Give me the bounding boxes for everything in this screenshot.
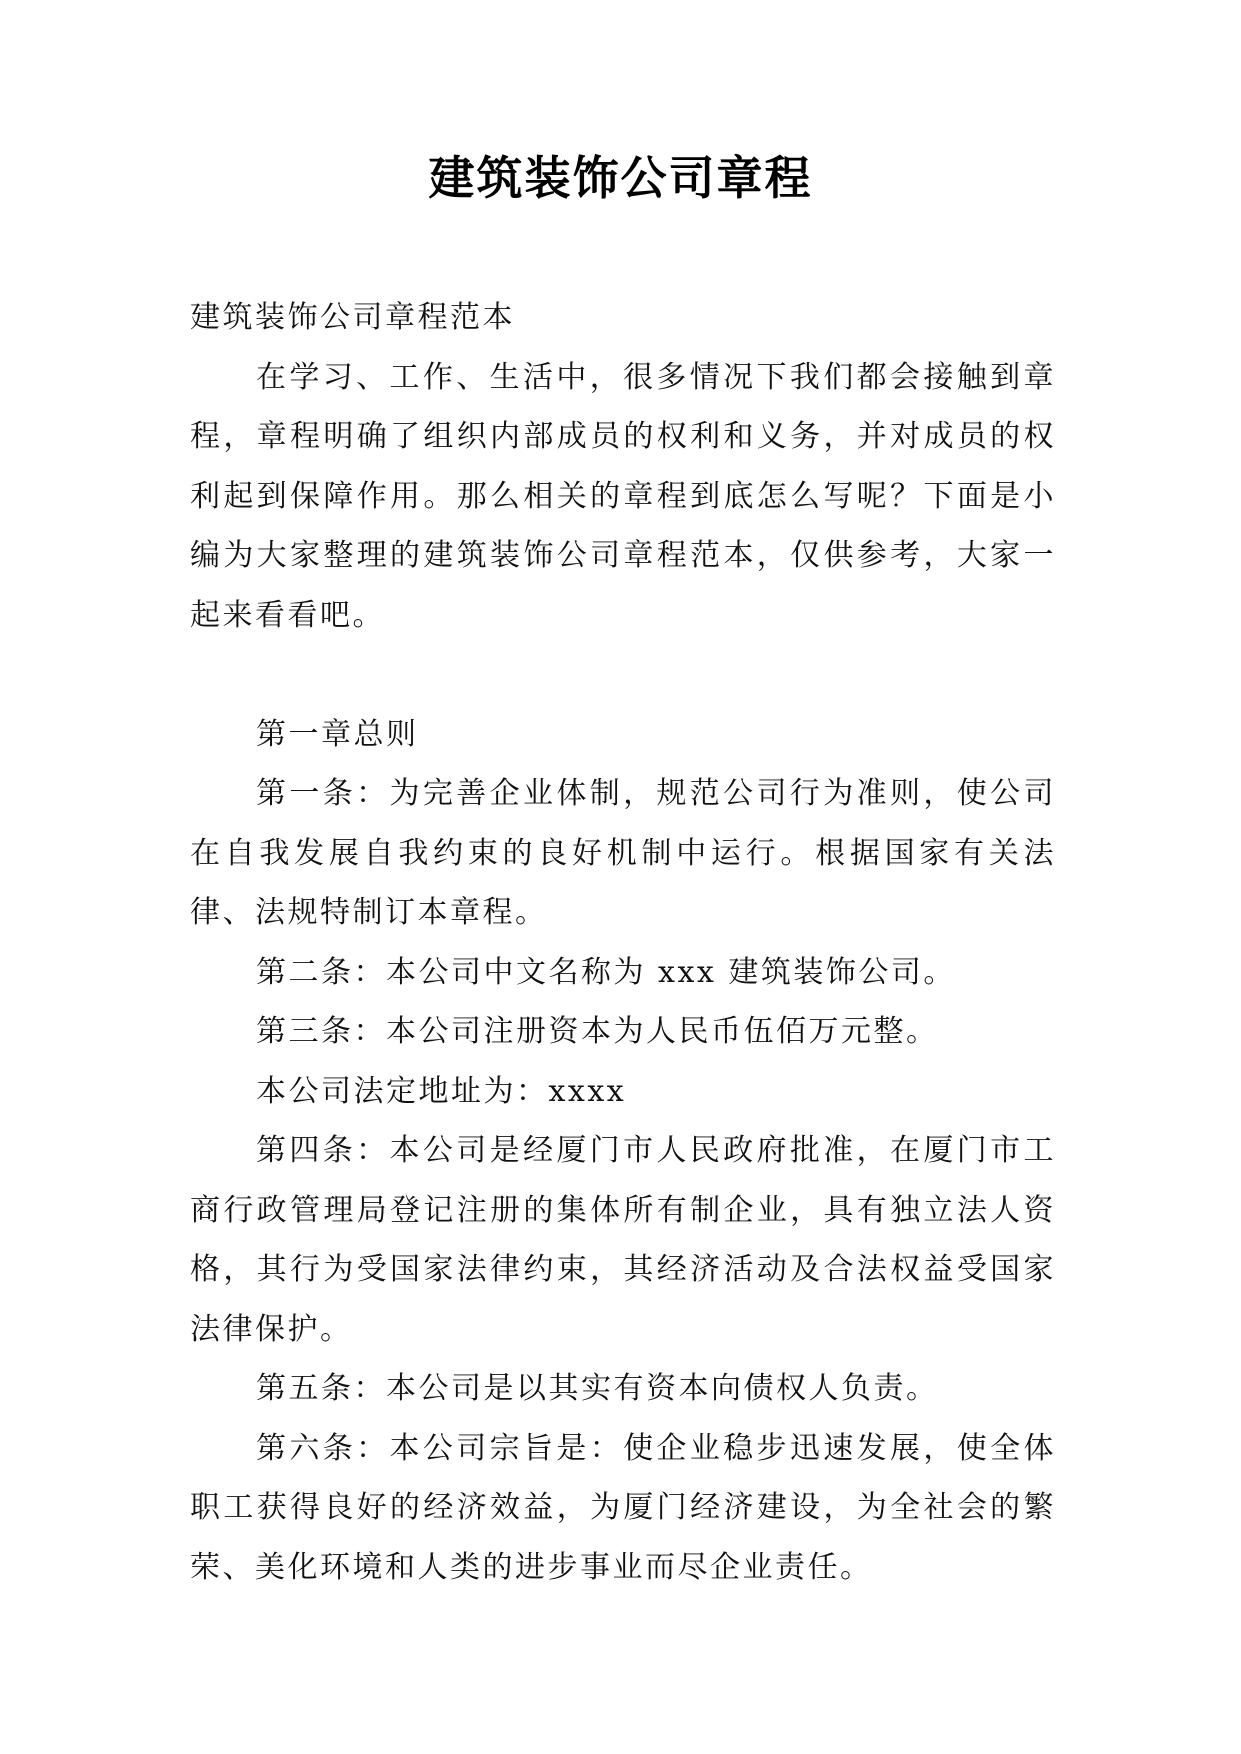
article-paragraph: 第五条：本公司是以其实有资本向债权人负责。 <box>256 1371 939 1406</box>
article-paragraph: 第四条：本公司是经厦门市人民政府批准，在厦门市工商行政管理局登记注册的集体所有制企业，具有独立法人资格，其行为受国家法律约束，其经济活动及合法权益受国家法律保护。 <box>190 1133 1056 1347</box>
paragraph-spacer <box>190 645 1056 705</box>
document-title: 建筑装饰公司章程 <box>428 151 813 205</box>
article-paragraph: 第三条：本公司注册资本为人民币伍佰万元整。 <box>256 1014 939 1049</box>
article-paragraph: 第二条：本公司中文名称为 xxx 建筑装饰公司。 <box>256 954 956 990</box>
chapter-heading: 第一章总则 <box>256 716 419 752</box>
article-paragraph: 第一条：为完善企业体制，规范公司行为准则，使公司在自我发展自我约束的良好机制中运行。根据国家有关法律、法规特制订本章程。 <box>190 776 1056 930</box>
address-paragraph: 本公司法定地址为：xxxx <box>256 1073 627 1109</box>
article-paragraph: 第六条：本公司宗旨是：使企业稳步迅速发展，使全体职工获得良好的经济效益，为厦门经济建设，为全社会的繁荣、美化环境和人类的进步事业而尽企业责任。 <box>190 1430 1056 1585</box>
intro-paragraph: 在学习、工作、生活中，很多情况下我们都会接触到章程，章程明确了组织内部成员的权利和义务，并对成员的权利起到保障作用。那么相关的章程到底怎么写呢？下面是小编为大家整理的建筑装饰公司章程范本，仅供参考，大家一起来看看吧。 <box>190 359 1056 633</box>
document-subtitle: 建筑装饰公司章程范本 <box>190 300 515 335</box>
document-body <box>190 288 1056 1597</box>
